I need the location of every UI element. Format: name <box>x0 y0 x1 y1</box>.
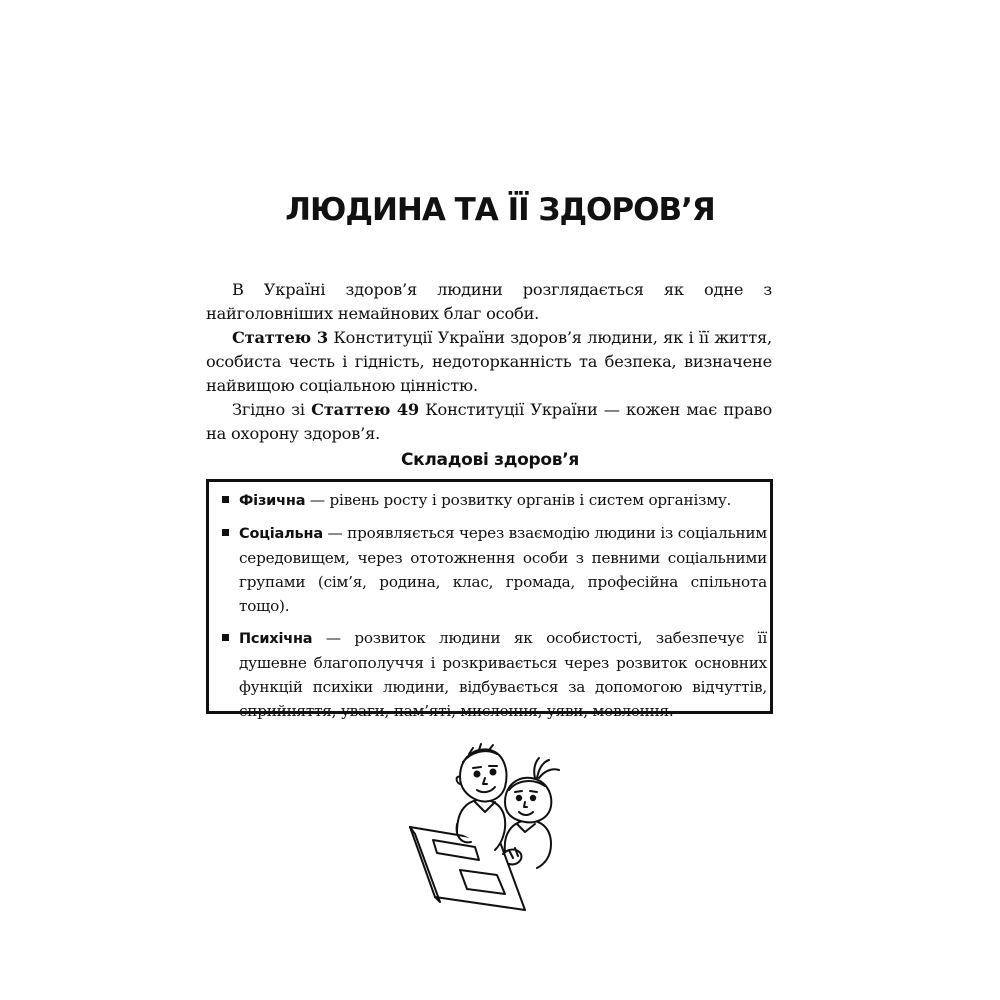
intro-paragraph-text: В Україні здоров’я людини розглядається як одне з найголовніших немайнових благ особи. <box>206 280 772 323</box>
list-item <box>213 521 767 618</box>
component-description: — рівень росту і розвитку органів і систем організму. <box>305 491 732 509</box>
article-reference: Статтею 49 <box>311 400 419 419</box>
page-title: ЛЮДИНА ТА ЇЇ ЗДОРОВ’Я <box>285 192 715 228</box>
component-name: Психічна <box>239 631 313 647</box>
health-components-box <box>206 479 773 720</box>
list-item <box>213 626 767 723</box>
children-with-book-illustration <box>405 732 565 912</box>
component-name: Соціальна <box>239 526 323 542</box>
component-description: — проявляється через взаємодію людини із соціальним середовищем, через ототожнення особи з певними соціальними групами (сім’я, родина, клас, громада, професійна спільнота тощо). <box>239 524 767 615</box>
article-reference: Статтею 3 <box>232 328 328 347</box>
square-bullet-icon <box>222 634 229 641</box>
intro-paragraph <box>206 278 772 326</box>
square-bullet-icon <box>222 496 229 503</box>
square-bullet-icon <box>222 529 229 536</box>
intro-paragraph-text: Конституції України здоров’я людини, як і її життя, особиста честь і гідність, недоторканність та безпека, визначене найвищою соціальною цінністю. <box>206 328 772 395</box>
intro-paragraph-text: Згідно зі <box>232 400 312 419</box>
intro-paragraph <box>206 326 772 398</box>
section-title: Складові здоров’я <box>400 450 579 470</box>
intro-text <box>206 278 772 446</box>
list-item <box>213 488 767 513</box>
component-description: — розвиток людини як особистості, забезпечує її душевне благополуччя і розкривається через розвиток основних функцій психіки людини, відбувається за допомогою відчуттів, сприйняття, уваги, пам’яті, мислення, уяви, мовлення. <box>239 629 767 720</box>
component-name: Фізична <box>239 493 306 509</box>
intro-paragraph <box>206 398 772 446</box>
intro-paragraph-text: Конституції України — кожен має право на охорону здоров’я. <box>206 400 772 443</box>
